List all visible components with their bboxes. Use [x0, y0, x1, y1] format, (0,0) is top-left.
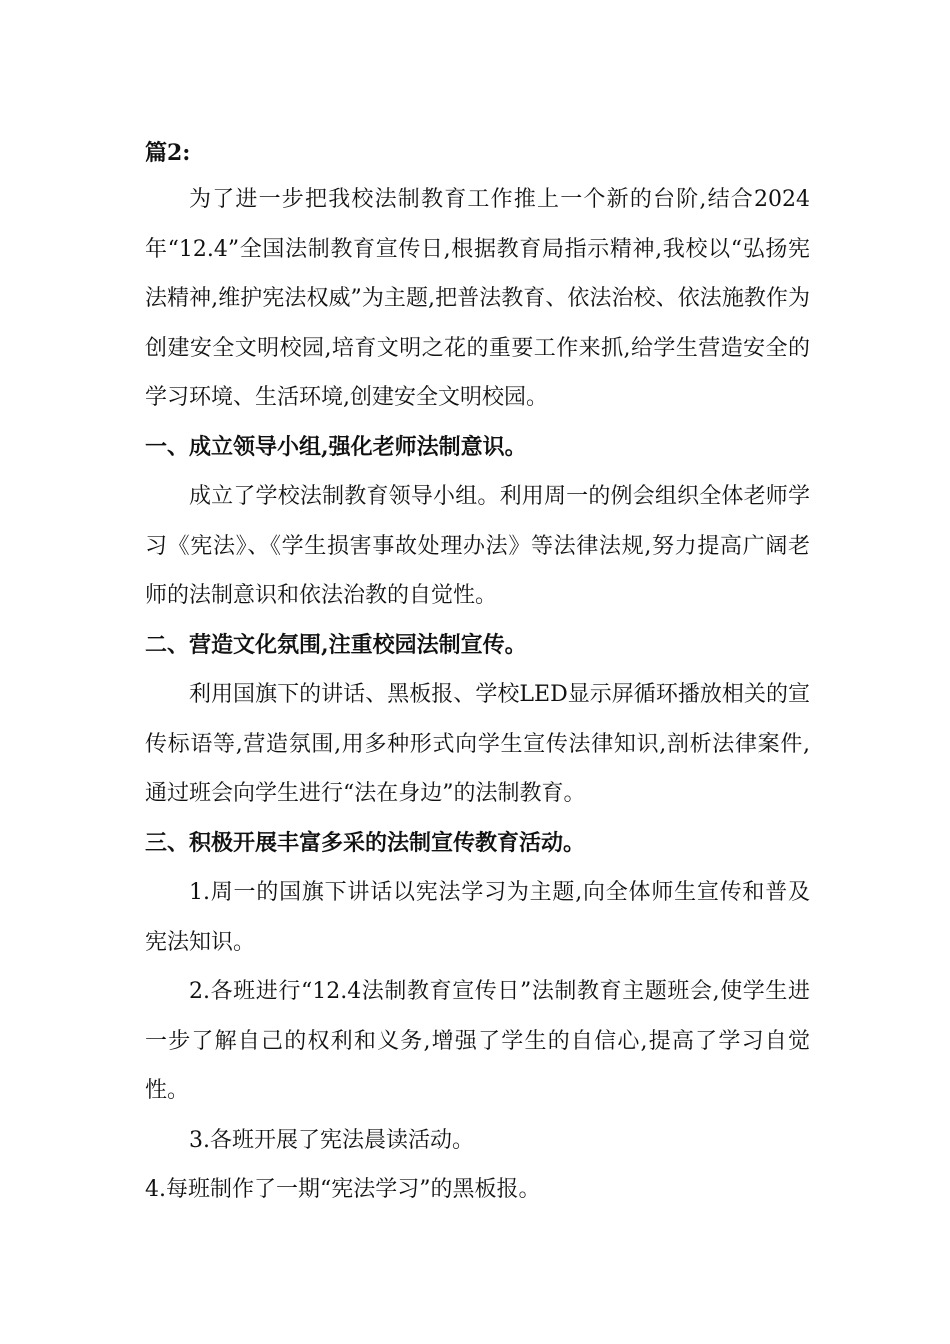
section-heading-2: 二、营造文化氛围,注重校园法制宣传。	[145, 631, 527, 658]
section-3-item-4: 4.每班制作了一期“宪法学习”的黑板报。	[145, 1177, 541, 1202]
intro-paragraph: 为了进一步把我校法制教育工作推上一个新的台阶,结合2024年“12.4”全国法制教育宣传日,根据教育局指示精神,我校以“弘扬宪法精神,维护宪法权威”为主题,把普法教育、依法治校、依法施教作为创建安全文明校园,培育文明之花的重要工作来抓,给学生营造安全的学习环境、生活环境,创建安全文明校园。	[145, 187, 810, 410]
document-page	[145, 131, 810, 1215]
section-3-item-3: 3.各班开展了宪法晨读活动。	[189, 1127, 474, 1153]
part-title: 篇2:	[145, 140, 191, 166]
section-heading-1: 一、成立领导小组,强化老师法制意识。	[145, 433, 527, 460]
section-2-paragraph: 利用国旗下的讲话、黑板报、学校LED显示屏循环播放相关的宣传标语等,营造氛围,用多种形式向学生宣传法律知识,剖析法律案件,通过班会向学生进行“法在身边”的法制教育。	[145, 682, 810, 806]
section-3-item-1: 1.周一的国旗下讲话以宪法学习为主题,向全体师生宣传和普及宪法知识。	[145, 880, 810, 955]
section-3-item-2: 2.各班进行“12.4法制教育宣传日”法制教育主题班会,使学生进一步了解自己的权利和义务,增强了学生的自信心,提高了学习自觉性。	[145, 979, 810, 1103]
section-1-paragraph: 成立了学校法制教育领导小组。利用周一的例会组织全体老师学习《宪法》、《学生损害事故处理办法》等法律法规,努力提高广阔老师的法制意识和依法治教的自觉性。	[145, 484, 810, 608]
section-heading-3: 三、积极开展丰富多采的法制宣传教育活动。	[145, 829, 586, 856]
